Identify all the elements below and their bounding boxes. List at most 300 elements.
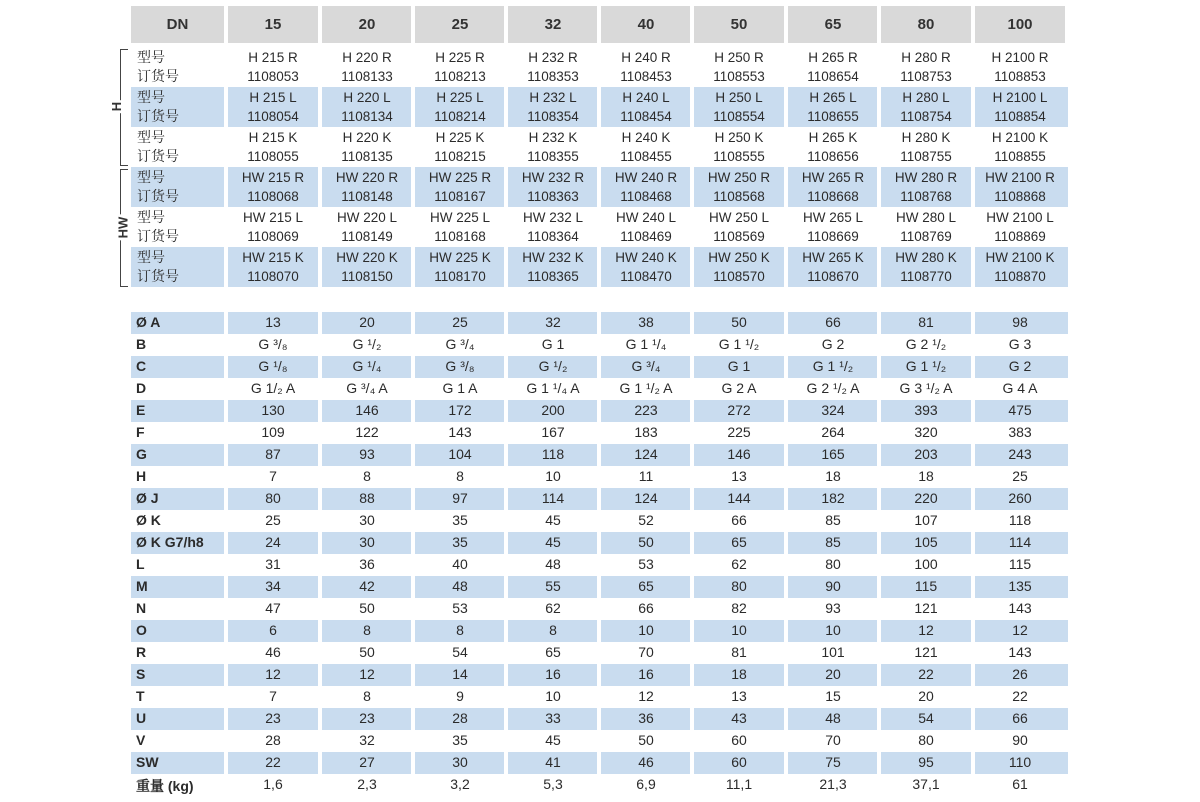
order-number-cell: 1108149 bbox=[341, 229, 393, 244]
dimension-value-cell: 27 bbox=[359, 754, 375, 770]
dimension-value-cell: 6,9 bbox=[636, 776, 656, 792]
dimension-value-cell: 87 bbox=[265, 446, 281, 462]
dimension-value-cell: 54 bbox=[918, 710, 934, 726]
dimension-value-cell: 23 bbox=[265, 710, 281, 726]
model-cell: HW 225 K bbox=[429, 250, 491, 265]
dimension-value-cell: 80 bbox=[265, 490, 281, 506]
dimension-value-cell: 121 bbox=[914, 644, 938, 660]
dimension-value-cell: G 1 bbox=[541, 336, 565, 352]
dimension-value-cell: G ³/₈ bbox=[445, 358, 475, 374]
dimension-value-cell: 50 bbox=[731, 314, 747, 330]
dimension-value-cell: 22 bbox=[918, 666, 934, 682]
dimension-value-cell: 62 bbox=[545, 600, 561, 616]
dimension-label: E bbox=[136, 402, 146, 418]
dimension-value-cell: G 1 ¹/₂ A bbox=[619, 380, 673, 396]
dimension-value-cell: 25 bbox=[1012, 468, 1028, 484]
model-cell: H 215 R bbox=[248, 50, 298, 65]
dimension-value-cell: 16 bbox=[638, 666, 654, 682]
dimension-value-cell: 81 bbox=[731, 644, 747, 660]
dimension-value-cell: 6 bbox=[269, 622, 277, 638]
dimension-value-cell: 8 bbox=[456, 468, 464, 484]
dimension-value-cell: 35 bbox=[452, 534, 468, 550]
model-cell: H 240 K bbox=[621, 130, 671, 145]
order-number-cell: 1108148 bbox=[341, 189, 393, 204]
dimension-value-cell: 97 bbox=[452, 490, 468, 506]
dimension-value-cell: 124 bbox=[634, 446, 658, 462]
model-cell: HW 265 K bbox=[802, 250, 864, 265]
dimension-value-cell: G 1 A bbox=[442, 380, 478, 396]
model-cell: HW 2100 K bbox=[985, 250, 1055, 265]
order-number-cell: 1108568 bbox=[713, 189, 765, 204]
dimension-value-cell: 13 bbox=[731, 688, 747, 704]
model-cell: HW 265 R bbox=[801, 170, 865, 185]
dimension-value-cell: 88 bbox=[359, 490, 375, 506]
dimension-value-cell: 5,3 bbox=[543, 776, 563, 792]
order-number-cell: 1108170 bbox=[434, 269, 486, 284]
order-number-cell: 1108365 bbox=[527, 269, 579, 284]
order-number-cell: 1108068 bbox=[247, 189, 299, 204]
dimension-value-cell: 37,1 bbox=[912, 776, 940, 792]
model-cell: HW 220 L bbox=[336, 210, 398, 225]
dimension-value-cell: 80 bbox=[825, 556, 841, 572]
order-number-cell: 1108353 bbox=[527, 69, 579, 84]
order-number-cell: 1108656 bbox=[807, 149, 859, 164]
order-number-cell: 1108754 bbox=[900, 109, 952, 124]
order-number-cell: 1108768 bbox=[900, 189, 952, 204]
dimension-value-cell: G ¹/₂ bbox=[538, 358, 568, 374]
dimension-value-cell: 90 bbox=[1012, 732, 1028, 748]
model-cell: H 265 R bbox=[808, 50, 858, 65]
dimension-value-cell: 50 bbox=[638, 732, 654, 748]
dimension-value-cell: 105 bbox=[914, 534, 938, 550]
dimension-value-cell: 81 bbox=[918, 314, 934, 330]
dimension-value-cell: 47 bbox=[265, 600, 281, 616]
dimension-label: H bbox=[136, 468, 147, 484]
order-number-cell: 1108869 bbox=[994, 229, 1046, 244]
model-cell: HW 2100 R bbox=[985, 170, 1055, 185]
dimension-value-cell: 35 bbox=[452, 512, 468, 528]
dimension-value-cell: G 2 bbox=[821, 336, 845, 352]
dimension-value-cell: 85 bbox=[825, 534, 841, 550]
dimension-label: Ø K G7/h8 bbox=[136, 534, 204, 550]
model-cell: HW 215 L bbox=[242, 210, 304, 225]
dimension-value-cell: G 2 bbox=[1008, 358, 1032, 374]
model-cell: H 240 L bbox=[622, 90, 670, 105]
dimension-value-cell: 46 bbox=[638, 754, 654, 770]
model-label: 型号 bbox=[137, 89, 165, 105]
dimension-value-cell: G 2 ¹/₂ bbox=[905, 336, 947, 352]
dimension-value-cell: 8 bbox=[363, 622, 371, 638]
order-number-label: 订货号 bbox=[137, 188, 179, 204]
order-number-cell: 1108215 bbox=[434, 149, 486, 164]
order-number-cell: 1108868 bbox=[994, 189, 1046, 204]
dimension-value-cell: 22 bbox=[265, 754, 281, 770]
size-header-cell: 20 bbox=[322, 6, 412, 43]
order-number-cell: 1108213 bbox=[434, 69, 486, 84]
dimension-value-cell: 7 bbox=[269, 688, 277, 704]
model-cell: H 250 L bbox=[715, 90, 763, 105]
dimension-value-cell: G ³/₄ bbox=[631, 358, 661, 374]
dimension-value-cell: 115 bbox=[914, 578, 938, 594]
dimension-value-cell: 40 bbox=[452, 556, 468, 572]
dimension-value-cell: 45 bbox=[545, 732, 561, 748]
dimension-value-cell: 121 bbox=[914, 600, 938, 616]
dimension-value-cell: 220 bbox=[914, 490, 938, 506]
dimension-value-cell: 90 bbox=[825, 578, 841, 594]
dimension-value-cell: 12 bbox=[265, 666, 281, 682]
dimension-value-cell: 48 bbox=[545, 556, 561, 572]
dimension-value-cell: 60 bbox=[731, 754, 747, 770]
model-cell: HW 220 K bbox=[336, 250, 398, 265]
size-header-cell: 32 bbox=[508, 6, 598, 43]
column-separator bbox=[784, 6, 788, 796]
order-number-cell: 1108069 bbox=[247, 229, 299, 244]
dimension-value-cell: 66 bbox=[1012, 710, 1028, 726]
dimension-value-cell: 52 bbox=[638, 512, 654, 528]
dimension-value-cell: 62 bbox=[731, 556, 747, 572]
dimension-label: U bbox=[136, 710, 147, 726]
dimension-label: M bbox=[136, 578, 148, 594]
dimension-label: Ø K bbox=[136, 512, 161, 528]
model-cell: H 220 L bbox=[343, 90, 391, 105]
order-number-cell: 1108167 bbox=[434, 189, 486, 204]
order-number-cell: 1108355 bbox=[527, 149, 579, 164]
model-label: 型号 bbox=[137, 129, 165, 145]
dimension-value-cell: 48 bbox=[825, 710, 841, 726]
model-cell: H 220 K bbox=[342, 130, 392, 145]
model-cell: HW 280 L bbox=[895, 210, 957, 225]
dimension-value-cell: 60 bbox=[731, 732, 747, 748]
order-number-cell: 1108555 bbox=[713, 149, 765, 164]
model-label: 型号 bbox=[137, 169, 165, 185]
dimension-value-cell: G 1/₂ A bbox=[250, 380, 296, 396]
dimension-value-cell: 320 bbox=[914, 424, 938, 440]
dimension-value-cell: 11,1 bbox=[725, 776, 753, 792]
order-number-cell: 1108150 bbox=[341, 269, 393, 284]
model-cell: HW 240 R bbox=[614, 170, 678, 185]
model-cell: HW 265 L bbox=[802, 210, 864, 225]
h-group-label: H bbox=[109, 101, 125, 112]
dimension-value-cell: 25 bbox=[265, 512, 281, 528]
h-bracket-tick bbox=[120, 165, 128, 166]
order-number-cell: 1108470 bbox=[620, 269, 672, 284]
dimension-value-cell: G ¹/₈ bbox=[258, 358, 288, 374]
dimension-value-cell: 45 bbox=[545, 534, 561, 550]
dimension-value-cell: 12 bbox=[918, 622, 934, 638]
model-cell: H 215 L bbox=[249, 90, 297, 105]
order-number-cell: 1108553 bbox=[713, 69, 765, 84]
dimension-value-cell: 20 bbox=[825, 666, 841, 682]
dimension-value-cell: 12 bbox=[638, 688, 654, 704]
dimension-value-cell: 165 bbox=[821, 446, 845, 462]
dimension-value-cell: 264 bbox=[821, 424, 845, 440]
model-cell: H 265 L bbox=[809, 90, 857, 105]
dimension-value-cell: 1,6 bbox=[263, 776, 283, 792]
dimension-value-cell: 41 bbox=[545, 754, 561, 770]
dimension-value-cell: 16 bbox=[545, 666, 561, 682]
order-number-cell: 1108363 bbox=[527, 189, 579, 204]
model-cell: H 280 K bbox=[901, 130, 951, 145]
dimension-value-cell: 61 bbox=[1012, 776, 1028, 792]
dimension-value-cell: 122 bbox=[355, 424, 379, 440]
size-header-cell: 25 bbox=[415, 6, 505, 43]
order-number-cell: 1108569 bbox=[713, 229, 765, 244]
model-cell: H 250 K bbox=[714, 130, 764, 145]
dimension-value-cell: 20 bbox=[918, 688, 934, 704]
dimension-value-cell: 66 bbox=[638, 600, 654, 616]
column-separator bbox=[224, 6, 228, 796]
model-label: 型号 bbox=[137, 209, 165, 225]
dimension-value-cell: 42 bbox=[359, 578, 375, 594]
dimension-value-cell: G 1 ¹/₂ bbox=[905, 358, 947, 374]
order-number-cell: 1108053 bbox=[247, 69, 299, 84]
dimension-value-cell: 200 bbox=[541, 402, 565, 418]
dimension-label: C bbox=[136, 358, 147, 374]
dimension-value-cell: 36 bbox=[359, 556, 375, 572]
dimension-value-cell: 143 bbox=[1008, 644, 1032, 660]
dimension-value-cell: 23 bbox=[359, 710, 375, 726]
column-separator bbox=[877, 6, 881, 796]
dimension-value-cell: 2,3 bbox=[357, 776, 377, 792]
size-header-cell: 50 bbox=[694, 6, 784, 43]
dimension-value-cell: G 1 ¹/₄ A bbox=[526, 380, 580, 396]
dimension-value-cell: 75 bbox=[825, 754, 841, 770]
model-cell: HW 215 K bbox=[242, 250, 304, 265]
dimension-value-cell: 167 bbox=[541, 424, 565, 440]
dimension-value-cell: 30 bbox=[359, 512, 375, 528]
dimension-value-cell: 172 bbox=[448, 402, 472, 418]
model-label: 型号 bbox=[137, 49, 165, 65]
dimension-value-cell: 18 bbox=[731, 666, 747, 682]
dimension-value-cell: 53 bbox=[638, 556, 654, 572]
dimension-value-cell: G 4 A bbox=[1002, 380, 1038, 396]
model-cell: HW 232 R bbox=[521, 170, 585, 185]
dimension-value-cell: 118 bbox=[1008, 512, 1032, 528]
dimension-value-cell: 223 bbox=[634, 402, 658, 418]
model-cell: H 2100 L bbox=[992, 90, 1048, 105]
model-cell: HW 280 R bbox=[894, 170, 958, 185]
dimension-value-cell: 12 bbox=[359, 666, 375, 682]
dimension-value-cell: 95 bbox=[918, 754, 934, 770]
order-number-cell: 1108134 bbox=[341, 109, 393, 124]
dimension-value-cell: 93 bbox=[825, 600, 841, 616]
dimension-value-cell: 65 bbox=[731, 534, 747, 550]
dimension-value-cell: 24 bbox=[265, 534, 281, 550]
dimension-value-cell: 104 bbox=[448, 446, 472, 462]
dimension-value-cell: G 2 ¹/₂ A bbox=[806, 380, 860, 396]
dimension-value-cell: 100 bbox=[914, 556, 938, 572]
dimension-label: S bbox=[136, 666, 146, 682]
order-number-cell: 1108854 bbox=[994, 109, 1046, 124]
dimension-value-cell: 3,2 bbox=[450, 776, 470, 792]
model-cell: H 280 R bbox=[901, 50, 951, 65]
dimension-value-cell: G 1 bbox=[727, 358, 751, 374]
dimension-value-cell: 10 bbox=[545, 688, 561, 704]
order-number-cell: 1108354 bbox=[527, 109, 579, 124]
size-header-cell: 65 bbox=[788, 6, 878, 43]
dimension-value-cell: 10 bbox=[638, 622, 654, 638]
order-number-cell: 1108753 bbox=[900, 69, 952, 84]
dimension-value-cell: 98 bbox=[1012, 314, 1028, 330]
model-cell: HW 240 K bbox=[615, 250, 677, 265]
order-number-label: 订货号 bbox=[137, 268, 179, 284]
model-cell: H 2100 K bbox=[991, 130, 1049, 145]
dimension-value-cell: 146 bbox=[727, 446, 751, 462]
dimension-value-cell: 46 bbox=[265, 644, 281, 660]
column-separator bbox=[318, 6, 322, 796]
model-cell: HW 220 R bbox=[335, 170, 399, 185]
model-cell: HW 280 K bbox=[895, 250, 957, 265]
model-cell: H 232 R bbox=[528, 50, 578, 65]
dimension-value-cell: 43 bbox=[731, 710, 747, 726]
model-cell: H 232 L bbox=[529, 90, 577, 105]
dimension-value-cell: 183 bbox=[634, 424, 658, 440]
dimension-value-cell: 114 bbox=[1008, 534, 1032, 550]
order-number-cell: 1108853 bbox=[994, 69, 1046, 84]
dimension-value-cell: 38 bbox=[638, 314, 654, 330]
model-cell: HW 240 L bbox=[615, 210, 677, 225]
size-header-cell: 100 bbox=[975, 6, 1065, 43]
model-cell: HW 225 R bbox=[428, 170, 492, 185]
order-number-cell: 1108135 bbox=[341, 149, 393, 164]
order-number-cell: 1108769 bbox=[900, 229, 952, 244]
dimension-value-cell: 50 bbox=[359, 600, 375, 616]
dimension-value-cell: 14 bbox=[452, 666, 468, 682]
dimension-value-cell: G 1 ¹/₄ bbox=[625, 336, 667, 352]
dimension-value-cell: 50 bbox=[359, 644, 375, 660]
dimension-value-cell: 85 bbox=[825, 512, 841, 528]
dimension-label: SW bbox=[136, 754, 159, 770]
dimension-value-cell: 70 bbox=[638, 644, 654, 660]
model-cell: H 265 K bbox=[808, 130, 858, 145]
dimension-value-cell: 143 bbox=[1008, 600, 1032, 616]
dimension-value-cell: 118 bbox=[541, 446, 565, 462]
dimension-value-cell: 225 bbox=[727, 424, 751, 440]
column-separator bbox=[411, 6, 415, 796]
order-number-label: 订货号 bbox=[137, 108, 179, 124]
dimension-value-cell: 13 bbox=[265, 314, 281, 330]
dimension-value-cell: G 2 A bbox=[721, 380, 757, 396]
order-number-cell: 1108855 bbox=[994, 149, 1046, 164]
size-header-cell: 40 bbox=[601, 6, 691, 43]
h-bracket-tick bbox=[120, 49, 128, 50]
model-cell: HW 215 R bbox=[241, 170, 305, 185]
order-number-label: 订货号 bbox=[137, 148, 179, 164]
dimension-value-cell: 107 bbox=[914, 512, 938, 528]
dimension-value-cell: 146 bbox=[355, 402, 379, 418]
dimension-value-cell: 31 bbox=[265, 556, 281, 572]
dn-header-cell: DN bbox=[131, 6, 224, 43]
order-number-label: 订货号 bbox=[137, 228, 179, 244]
dimension-value-cell: 18 bbox=[825, 468, 841, 484]
model-cell: H 220 R bbox=[342, 50, 392, 65]
dimension-value-cell: 109 bbox=[261, 424, 285, 440]
order-number-cell: 1108070 bbox=[247, 269, 299, 284]
dimension-value-cell: 124 bbox=[634, 490, 658, 506]
model-cell: H 225 K bbox=[435, 130, 485, 145]
dimension-value-cell: 8 bbox=[363, 468, 371, 484]
model-cell: H 232 K bbox=[528, 130, 578, 145]
dimension-value-cell: 7 bbox=[269, 468, 277, 484]
dimension-value-cell: 10 bbox=[731, 622, 747, 638]
dimension-value-cell: 93 bbox=[359, 446, 375, 462]
size-header-cell: 80 bbox=[881, 6, 971, 43]
model-cell: H 225 R bbox=[435, 50, 485, 65]
dimension-value-cell: 110 bbox=[1008, 754, 1032, 770]
dimension-label: G bbox=[136, 446, 147, 462]
model-cell: HW 232 L bbox=[522, 210, 584, 225]
dimension-value-cell: 28 bbox=[265, 732, 281, 748]
model-cell: H 2100 R bbox=[991, 50, 1049, 65]
hw-bracket-tick bbox=[120, 169, 128, 170]
order-number-cell: 1108655 bbox=[807, 109, 859, 124]
order-number-cell: 1108669 bbox=[807, 229, 859, 244]
dimension-value-cell: 21,3 bbox=[819, 776, 847, 792]
dimension-value-cell: 130 bbox=[261, 402, 285, 418]
dimension-label: T bbox=[136, 688, 145, 704]
order-number-cell: 1108570 bbox=[713, 269, 765, 284]
column-separator bbox=[971, 6, 975, 796]
dimension-value-cell: 70 bbox=[825, 732, 841, 748]
order-number-cell: 1108670 bbox=[807, 269, 859, 284]
order-number-cell: 1108453 bbox=[620, 69, 672, 84]
order-number-cell: 1108455 bbox=[620, 149, 672, 164]
dimension-label: N bbox=[136, 600, 147, 616]
dimension-value-cell: 10 bbox=[825, 622, 841, 638]
dimension-value-cell: G 3 ¹/₂ A bbox=[899, 380, 953, 396]
dimension-value-cell: 143 bbox=[448, 424, 472, 440]
dimension-value-cell: 22 bbox=[1012, 688, 1028, 704]
dimension-value-cell: 8 bbox=[456, 622, 464, 638]
order-number-cell: 1108454 bbox=[620, 109, 672, 124]
dimension-value-cell: 272 bbox=[727, 402, 751, 418]
model-cell: HW 250 K bbox=[708, 250, 770, 265]
dimension-value-cell: 26 bbox=[1012, 666, 1028, 682]
dimension-value-cell: 114 bbox=[541, 490, 565, 506]
order-number-cell: 1108364 bbox=[527, 229, 579, 244]
dimension-value-cell: 144 bbox=[727, 490, 751, 506]
order-number-cell: 1108654 bbox=[807, 69, 859, 84]
dimension-value-cell: 36 bbox=[638, 710, 654, 726]
dimension-value-cell: 28 bbox=[452, 710, 468, 726]
dimension-value-cell: 55 bbox=[545, 578, 561, 594]
order-number-cell: 1108214 bbox=[434, 109, 486, 124]
order-number-cell: 1108554 bbox=[713, 109, 765, 124]
dimension-value-cell: 393 bbox=[914, 402, 938, 418]
dimension-value-cell: 33 bbox=[545, 710, 561, 726]
order-number-cell: 1108133 bbox=[341, 69, 393, 84]
dimension-label: L bbox=[136, 556, 145, 572]
dimension-value-cell: G ³/₄ bbox=[445, 336, 475, 352]
hw-group-label: HW bbox=[115, 216, 131, 238]
dimension-value-cell: 324 bbox=[821, 402, 845, 418]
model-label: 型号 bbox=[137, 249, 165, 265]
dimension-value-cell: 182 bbox=[821, 490, 845, 506]
order-number-cell: 1108468 bbox=[620, 189, 672, 204]
model-cell: HW 2100 L bbox=[986, 210, 1054, 225]
dimension-value-cell: 65 bbox=[545, 644, 561, 660]
model-cell: HW 225 L bbox=[429, 210, 491, 225]
dimension-value-cell: 48 bbox=[452, 578, 468, 594]
dimension-value-cell: 45 bbox=[545, 512, 561, 528]
dimension-value-cell: 32 bbox=[359, 732, 375, 748]
order-number-cell: 1108668 bbox=[807, 189, 859, 204]
dimension-value-cell: 10 bbox=[545, 468, 561, 484]
dimension-value-cell: 115 bbox=[1008, 556, 1032, 572]
model-cell: H 225 L bbox=[436, 90, 484, 105]
order-number-cell: 1108055 bbox=[247, 149, 299, 164]
order-number-cell: 1108755 bbox=[900, 149, 952, 164]
